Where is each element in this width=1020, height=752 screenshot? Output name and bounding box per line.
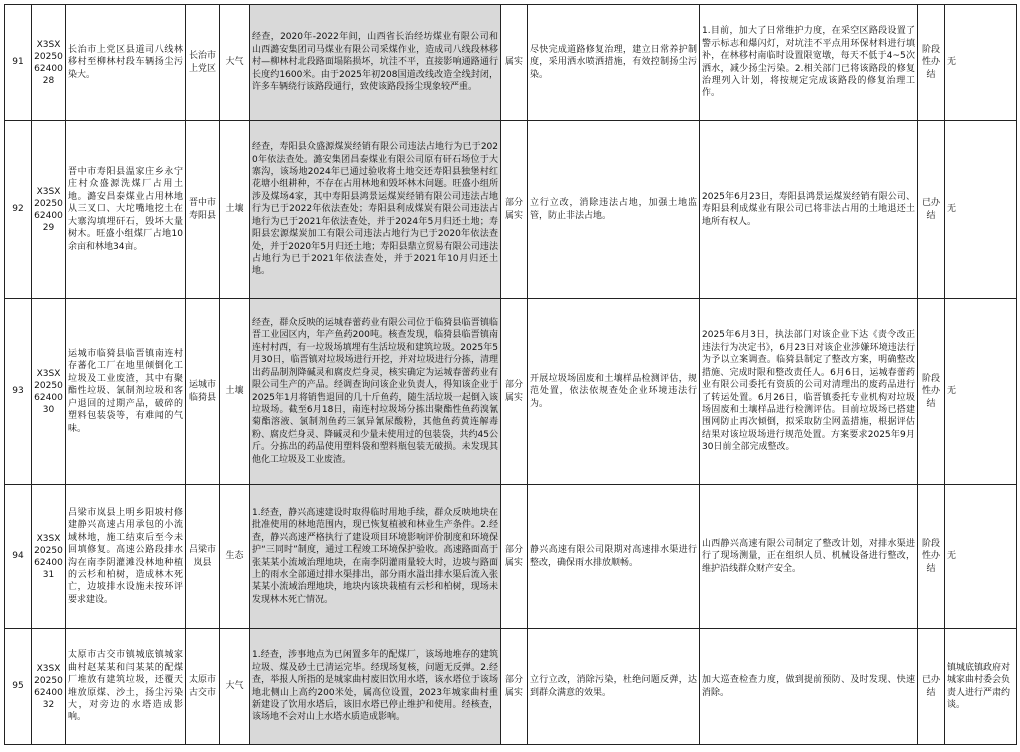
rectification-progress: 加大巡查检查力度，做到提前预防、及时发现、快速消除。 [700,629,918,745]
accountability: 无 [945,5,1017,121]
table-row [5,485,1017,629]
case-code: X3SX202506240028 [32,5,66,121]
complaint-content: 运城市临猗县临晋镇南连村存蕃化工厂在地里倾倒化工垃圾及工业废渣，其中有聚酯性垃圾、氯制剂垃圾和客户退回的过期产品，破碎的塑料包装袋等，有难闻的气味。 [66,299,186,485]
rectification-progress: 山西静兴高速有限公司制定了整改计划，对排水渠进行了现场测量，正在组织人员、机械设备进行整改，维护沿线群众财产安全。 [700,485,918,629]
investigation-result: 1.经查，涉事地点为已闲置多年的配煤厂，该场地堆存的建筑垃圾、煤及砂土已清运完毕。经现场复核，问题无反弹。2.经查，举报人所指的是城家曲村废旧饮用水塔，该水塔位于该场地北侧山上高约200米处，属高位设置，2023年城家曲村重新建设了饮用水塔后，该旧水塔已停止维护和使用。经核查，该场地不会对山上水塔水质造成影响。 [250,629,501,745]
location: 晋中市寿阳县 [186,121,220,299]
row-number: 95 [5,629,32,745]
rectification-requirement: 立行立改，消除违法占地，加强土地监管，防止非法占地。 [528,121,700,299]
pollution-category: 土壤 [220,121,250,299]
pollution-category: 生态 [220,485,250,629]
table-row [5,121,1017,299]
pollution-category: 大气 [220,5,250,121]
rectification-progress: 2025年6月23日，寿阳县鸿景运煤炭经销有限公司、寿阳县利成煤业有限公司已将非法占用的土地退还土地所有权人。 [700,121,918,299]
location: 太原市古交市 [186,629,220,745]
accountability: 无 [945,485,1017,629]
rectification-requirement: 尽快完成道路修复治理，建立日常养护制度，采用洒水喷洒措施，有效控制扬尘污染。 [528,5,700,121]
investigation-result: 经查，2020年-2022年间，山西省长治经坊煤业有限公司和山西潞安集团司马煤业有限公司采煤作业，造成司八线段林移村—柳林村北段路面塌陷损坏，坑洼不平，直接影响通路通行长度约1600米。由于2025年初208国道改线改造全线封闭，许多车辆绕行该路段通行，致使该路段扬尘现象较严重。 [250,5,501,121]
accountability: 镇城底镇政府对城家曲村委会负责人进行严肃约谈。 [945,629,1017,745]
table-row [5,299,1017,485]
verdict: 部分属实 [501,121,528,299]
complaint-content: 长治市上党区县道司八线林移村至柳林村段车辆扬尘污染大。 [66,5,186,121]
rectification-progress: 2025年6月3日，执法部门对该企业下达《责令改正违法行为决定书》，6月23日对该企业涉嫌环境违法行为予以立案调查。临猗县制定了整改方案，明确整改措施、完成时限和整改责任人。6月6日，运城春蕾药业有限公司委托有资质的公司对清理出的废药品进行了转运处置。6月26日，临晋镇委托专业机构对垃圾场固废和土壤样品进行检测评估。目前垃圾场已搭建围网防止再次倾倒，拟采取防尘网盖措施，根据评估结果对该垃圾场进行规范处置。方案要求2025年9月30日前全部完成整改。 [700,299,918,485]
rectification-requirement: 开展垃圾场固废和土壤样品检测评估，规范处置，依法依规查处企业环境违法行为。 [528,299,700,485]
row-number: 94 [5,485,32,629]
row-number: 93 [5,299,32,485]
case-code: X3SX202506240030 [32,299,66,485]
rectification-progress: 1.目前，加大了日常维护力度，在采空区路段设置了警示标志和爆闪灯，对坑洼不平点用环保材料进行填补，在林移村南临时设置限宽墩，每天不低于4~5次洒水，减少扬尘污染。2.相关部门已将该路段的修复治理列入计划，将按规定完成该路段的修复治理工作。 [700,5,918,121]
rectification-requirement: 静兴高速有限公司限期对高速排水渠进行整改，确保雨水排放顺畅。 [528,485,700,629]
verdict: 部分属实 [501,629,528,745]
accountability: 无 [945,121,1017,299]
investigation-result: 经查，寿阳县众盛源煤炭经销有限公司违法占地行为已于2020年依法查处。潞安集团昌泰煤业有限公司原有矸石场位于大寨沟，该场地2024年已通过验收将土地交还寿阳县独堡村红花塘小组耕种，不存在占用林地和毁坏林木问题。旺盛小组所涉及煤场4家，其中寿阳县鸿景运煤炭经销有限公司违法占地行为已于2022年依法查处；寿阳县利成煤炭有限公司违法占地行为已于2021年依法查处，并于2024年5月归还土地；寿阳县宏源煤炭加工有限公司违法占地行为已于2020年依法查处，并于2020年5月归还土地；寿阳县鼎立贸易有限公司违法占地行为已于2021年依法查处，并于2021年10月归还土地。 [250,121,501,299]
completion-status: 阶段性办结 [918,485,945,629]
complaint-table [4,4,1017,745]
completion-status: 阶段性办结 [918,299,945,485]
location: 运城市临猗县 [186,299,220,485]
complaint-content: 吕梁市岚县上明乡阳坡村修建静兴高速占用承包的小流域林地，施工结束后至今未回填修复。高速公路段排水沟在南李阴灌滩没林地种植的云杉和柏树，造成林木死亡，边坡排水设施未按环评要求建设。 [66,485,186,629]
verdict: 部分属实 [501,299,528,485]
investigation-result: 1.经查，静兴高速建设时取得临时用地手续，群众反映地块在批准使用的林地范围内，现已恢复植被和林业生产条件。2.经查，静兴高速严格执行了建设项目环境影响评价制度和环境保护“三同时”制度，通过工程竣工环境保护验收。高速路面高于张某某小流域治理地块，在南李阴灌雨量较大时，边坡与路面上的雨水全部通过排水渠排出，部分雨水溢出排水渠后流入张某某小流域治理地块，地块内该块栽植有云杉和柏树，现场未发现林木死亡情况。 [250,485,501,629]
table-row [5,5,1017,121]
case-code: X3SX202506240031 [32,485,66,629]
verdict: 属实 [501,5,528,121]
location: 吕梁市岚县 [186,485,220,629]
completion-status: 已办结 [918,629,945,745]
completion-status: 已办结 [918,121,945,299]
complaint-content: 太原市古交市镇城底镇城家曲村赵某某和闫某某的配煤厂堆放有建筑垃圾，还覆天堆放原煤、沙土，扬尘污染大，对旁边的水塔造成影响。 [66,629,186,745]
location: 长治市上党区 [186,5,220,121]
rectification-requirement: 立行立改，消除污染，杜绝问题反弹，达到群众满意的效果。 [528,629,700,745]
pollution-category: 大气 [220,629,250,745]
verdict: 部分属实 [501,485,528,629]
table-row [5,629,1017,745]
complaint-content: 晋中市寿阳县温家庄乡永宁庄村众盛源洗煤厂占用土地。潞安昌泰煤业占用林地从三叉口、大坨嘴地挖土在大寨沟填埋矸石，毁坏大量树木。旺盛小组煤厂占地10余亩和林地34亩。 [66,121,186,299]
completion-status: 阶段性办结 [918,5,945,121]
investigation-result: 经查，群众反映的运城春蕾药业有限公司位于临猗县临晋镇临晋工业园区内，年产鱼药200吨。核查发现，临猗县临晋镇南连村村西，有一垃圾场填埋有生活垃圾和建筑垃圾。2025年5月30日，临晋镇对垃圾场进行开挖，并对垃圾进行分拣，清理出药品制剂降碱灵和腐皮烂身灵，核实确定为运城春蕾药业有限公司生产的产品。经调查询问该企业负责人，得知该企业于2025年1月将销售退回的几十斤鱼药，随生活垃圾一起倒入该垃圾场。截至6月18日，南连村垃圾场分拣出聚酯性鱼药溴氰菊酯溶液、氯制剂鱼药三氯异氰尿酸粉，其他鱼药黄连解毒粉、腐皮烂身灵、降碱灵和少量未使用过的包装袋，共约45公斤。分拣出的药品使用塑料袋和塑料瓶包装无破损。未发现其他化工垃圾及工业废渣。 [250,299,501,485]
row-number: 91 [5,5,32,121]
accountability: 无 [945,299,1017,485]
case-code: X3SX202506240032 [32,629,66,745]
case-code: X3SX202506240029 [32,121,66,299]
pollution-category: 土壤 [220,299,250,485]
row-number: 92 [5,121,32,299]
